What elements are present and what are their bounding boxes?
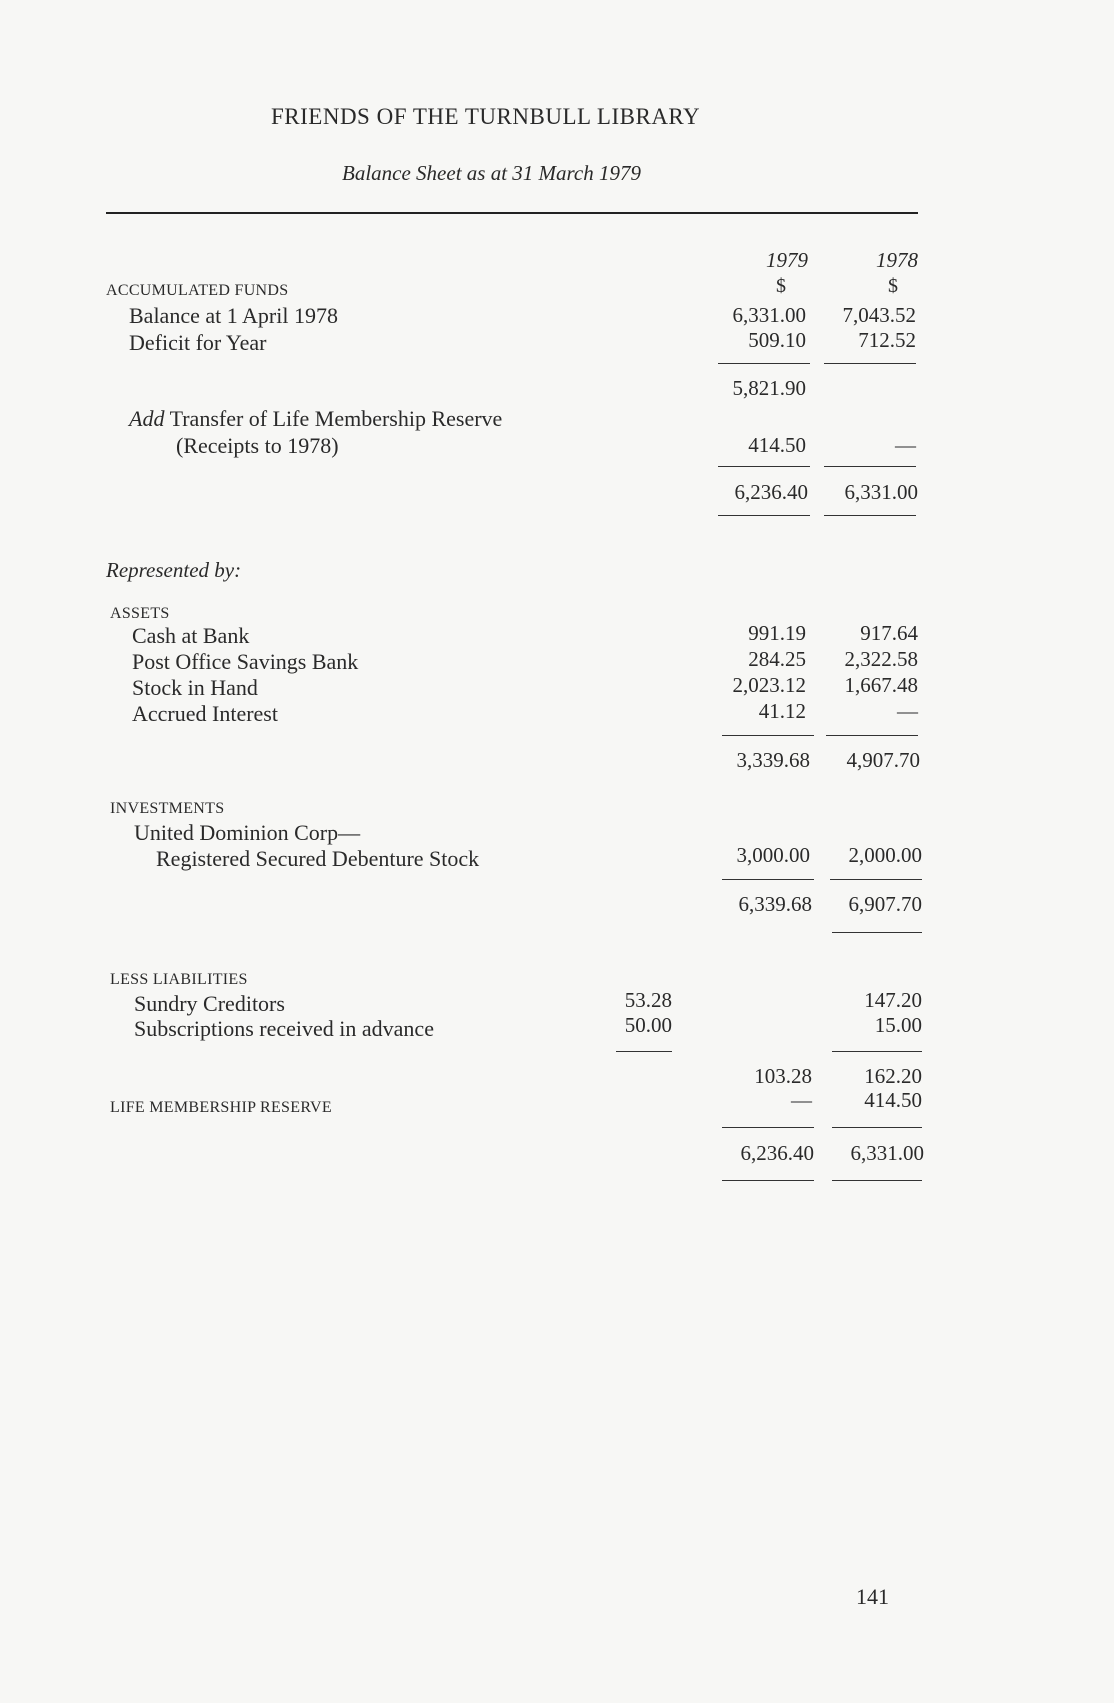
asset-1978: 2,322.58 [844, 647, 918, 671]
deficit-1978: 712.52 [858, 328, 916, 352]
liabilities-total-1979: 103.28 [754, 1064, 812, 1088]
rule-liabilities-sub [616, 1051, 672, 1052]
transfer-1978: — [895, 433, 916, 457]
assets-total-1979: 3,339.68 [736, 748, 810, 772]
year-1979-heading: 1979 [766, 248, 808, 272]
transfer-label [129, 406, 502, 432]
rule-deficit-1979 [718, 363, 810, 364]
asset-1979: 991.19 [748, 621, 806, 645]
rule-investment-1978 [830, 879, 922, 880]
transfer-label-2: (Receipts to 1978) [176, 433, 339, 458]
investments-total-1979: 6,339.68 [738, 892, 812, 916]
deficit-1979: 509.10 [748, 328, 806, 352]
liability-1978: 15.00 [874, 1013, 922, 1037]
page-number: 141 [856, 1584, 889, 1609]
add-word: Add [129, 406, 165, 431]
life-reserve-1978: 414.50 [864, 1088, 922, 1112]
rule-funds-total-1979 [718, 515, 810, 516]
title-rule [106, 212, 918, 214]
rule-funds-total-1978 [824, 515, 916, 516]
investments-heading: INVESTMENTS [110, 800, 225, 817]
life-reserve-1979: — [791, 1088, 812, 1112]
asset-label: Post Office Savings Bank [132, 649, 359, 674]
asset-1978: 917.64 [860, 621, 918, 645]
investment-label-2: Registered Secured Debenture Stock [156, 846, 480, 871]
rule-reserve-1979 [722, 1127, 814, 1128]
rule-grand-total-1978 [832, 1180, 922, 1181]
balance-1978: 7,043.52 [842, 303, 916, 327]
asset-1979: 41.12 [758, 699, 806, 723]
rule-deficit-1978 [824, 363, 916, 364]
deficit-label: Deficit for Year [129, 330, 267, 355]
balance-label: Balance at 1 April 1978 [129, 303, 338, 328]
represented-by-label: Represented by: [106, 558, 242, 582]
grand-total-1978: 6,331.00 [850, 1141, 924, 1165]
funds-total-1979: 6,236.40 [734, 480, 808, 504]
rule-liabilities-1978 [832, 1051, 922, 1052]
asset-label: Accrued Interest [132, 701, 278, 726]
accumulated-funds-heading: ACCUMULATED FUNDS [106, 282, 289, 299]
asset-label: Stock in Hand [132, 675, 258, 700]
liabilities-total-1978: 162.20 [864, 1064, 922, 1088]
subtotal-1979: 5,821.90 [732, 376, 806, 400]
year-1978-heading: 1978 [876, 248, 918, 272]
rule-assets-1979 [722, 735, 814, 736]
transfer-1979: 414.50 [748, 433, 806, 457]
transfer-label-text: Transfer of Life Membership Reserve [169, 406, 503, 431]
rule-transfer-1979 [718, 466, 810, 467]
rule-assets-1978 [826, 735, 918, 736]
investment-1978: 2,000.00 [848, 843, 922, 867]
grand-total-1979: 6,236.40 [740, 1141, 814, 1165]
liability-sub: 50.00 [624, 1013, 672, 1037]
assets-total-1978: 4,907.70 [846, 748, 920, 772]
asset-1978: — [897, 699, 918, 723]
page-subtitle: Balance Sheet as at 31 March 1979 [342, 161, 641, 185]
currency-1978: $ [888, 275, 898, 297]
liability-label: Subscriptions received in advance [134, 1016, 434, 1041]
page-title: FRIENDS OF THE TURNBULL LIBRARY [271, 104, 701, 129]
asset-1979: 2,023.12 [732, 673, 806, 697]
rule-investment-1979 [722, 879, 814, 880]
currency-1979: $ [776, 275, 786, 297]
liability-label: Sundry Creditors [134, 991, 285, 1016]
liabilities-heading: LESS LIABILITIES [110, 971, 248, 988]
balance-1979: 6,331.00 [732, 303, 806, 327]
rule-transfer-1978 [824, 466, 916, 467]
asset-1978: 1,667.48 [844, 673, 918, 697]
rule-reserve-1978 [832, 1127, 922, 1128]
life-reserve-heading: LIFE MEMBERSHIP RESERVE [110, 1099, 332, 1116]
liability-1978: 147.20 [864, 988, 922, 1012]
investments-total-1978: 6,907.70 [848, 892, 922, 916]
asset-1979: 284.25 [748, 647, 806, 671]
rule-grand-total-1979 [722, 1180, 814, 1181]
funds-total-1978: 6,331.00 [844, 480, 918, 504]
liability-sub: 53.28 [624, 988, 672, 1012]
assets-heading: ASSETS [110, 605, 170, 622]
asset-label: Cash at Bank [132, 623, 250, 648]
rule-investments-total-1978 [832, 932, 922, 933]
investment-1979: 3,000.00 [736, 843, 810, 867]
investment-label-1: United Dominion Corp— [134, 820, 361, 845]
